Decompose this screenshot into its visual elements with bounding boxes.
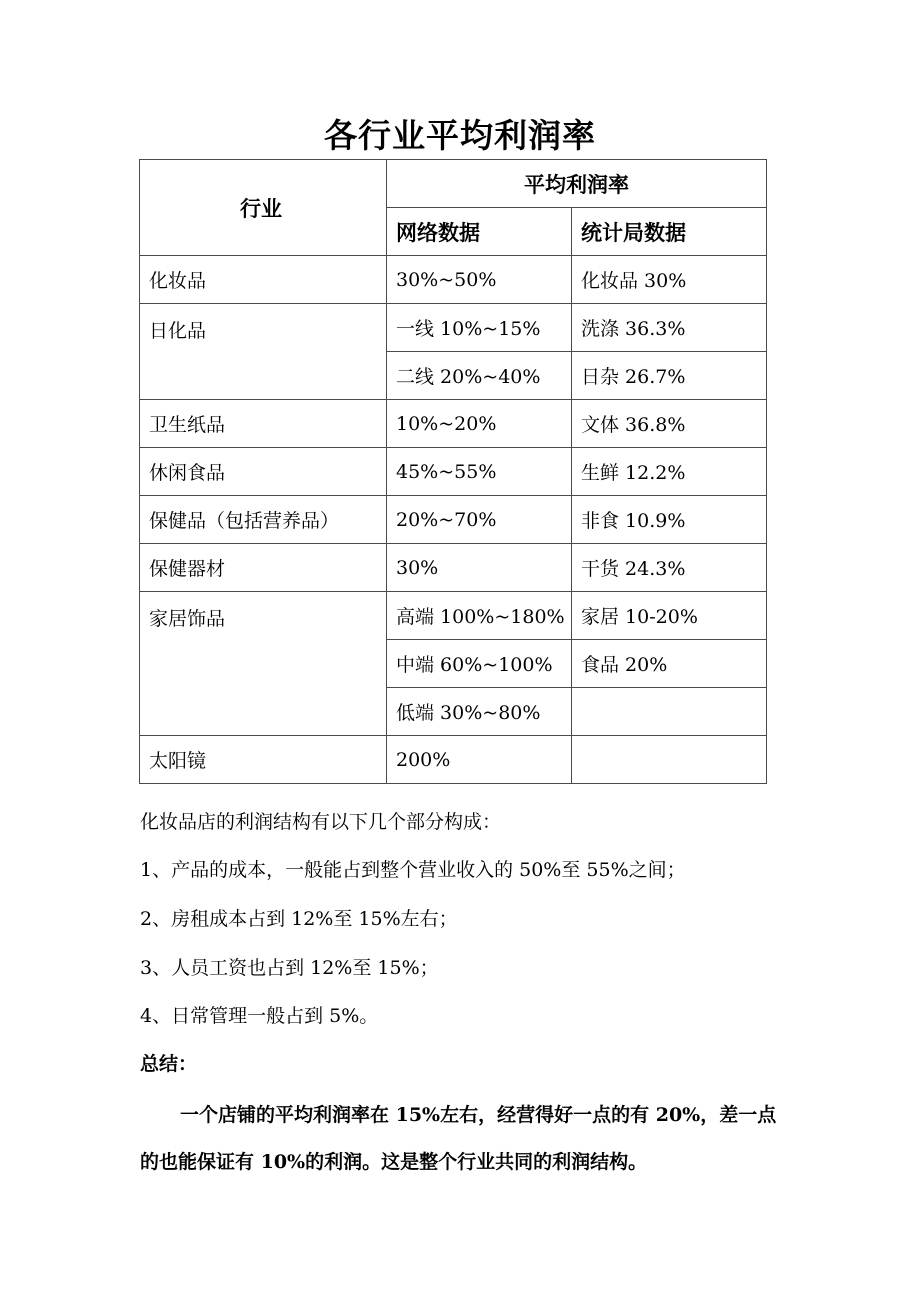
cell-bureau: 家居 10-20% (572, 592, 767, 640)
cell-network: 中端 60%~100% (387, 640, 572, 688)
header-bureau: 统计局数据 (572, 208, 767, 256)
cell-industry: 日化品 (140, 304, 387, 400)
cell-bureau: 食品 20% (572, 640, 767, 688)
header-avg-profit: 平均利润率 (387, 160, 767, 208)
table-row (140, 400, 767, 448)
cell-industry: 保健器材 (140, 544, 387, 592)
table-row (140, 448, 767, 496)
cell-bureau: 洗涤 36.3% (572, 304, 767, 352)
table-row (140, 736, 767, 784)
cell-network: 一线 10%~15% (387, 304, 572, 352)
list-item: 1、产品的成本，一般能占到整个营业收入的 50%至 55%之间； (140, 859, 686, 881)
summary-paragraph: 一个店铺的平均利润率在 15%左右，经营得好一点的有 20%，差一点的也能保证有 10%的利润。这是整个行业共同的利润结构。 (140, 1104, 777, 1173)
cell-industry: 卫生纸品 (140, 400, 387, 448)
header-network: 网络数据 (387, 208, 572, 256)
table-row (140, 304, 767, 352)
table-row (140, 256, 767, 304)
cell-industry: 休闲食品 (140, 448, 387, 496)
table-row (140, 496, 767, 544)
cell-network: 高端 100%~180% (387, 592, 572, 640)
table-header-row (140, 160, 767, 208)
table-row (140, 544, 767, 592)
cell-network: 10%~20% (387, 400, 572, 448)
cell-network: 低端 30%~80% (387, 688, 572, 736)
list-item: 4、日常管理一般占到 5%。 (140, 1005, 379, 1027)
cell-bureau: 日杂 26.7% (572, 352, 767, 400)
list-item: 2、房租成本占到 12%至 15%左右； (140, 908, 458, 930)
cell-bureau (572, 736, 767, 784)
cell-industry: 家居饰品 (140, 592, 387, 736)
cell-industry: 太阳镜 (140, 736, 387, 784)
cell-bureau: 生鲜 12.2% (572, 448, 767, 496)
cell-network: 二线 20%~40% (387, 352, 572, 400)
cell-network: 30% (387, 544, 572, 592)
cell-bureau: 非食 10.9% (572, 496, 767, 544)
cell-network: 200% (387, 736, 572, 784)
cell-network: 30%~50% (387, 256, 572, 304)
cell-industry: 化妆品 (140, 256, 387, 304)
cell-bureau: 文体 36.8% (572, 400, 767, 448)
header-industry: 行业 (140, 160, 387, 256)
list-item: 3、人员工资也占到 12%至 15%； (140, 957, 439, 979)
page-title: 各行业平均利润率 (324, 116, 596, 155)
profit-table (139, 159, 767, 784)
summary-label: 总结： (140, 1053, 198, 1075)
intro-paragraph: 化妆品店的利润结构有以下几个部分构成： (140, 811, 502, 833)
cell-bureau (572, 688, 767, 736)
cell-bureau: 化妆品 30% (572, 256, 767, 304)
cell-network: 20%~70% (387, 496, 572, 544)
cell-bureau: 干货 24.3% (572, 544, 767, 592)
cell-industry: 保健品（包括营养品） (140, 496, 387, 544)
cell-network: 45%~55% (387, 448, 572, 496)
table-row (140, 592, 767, 640)
